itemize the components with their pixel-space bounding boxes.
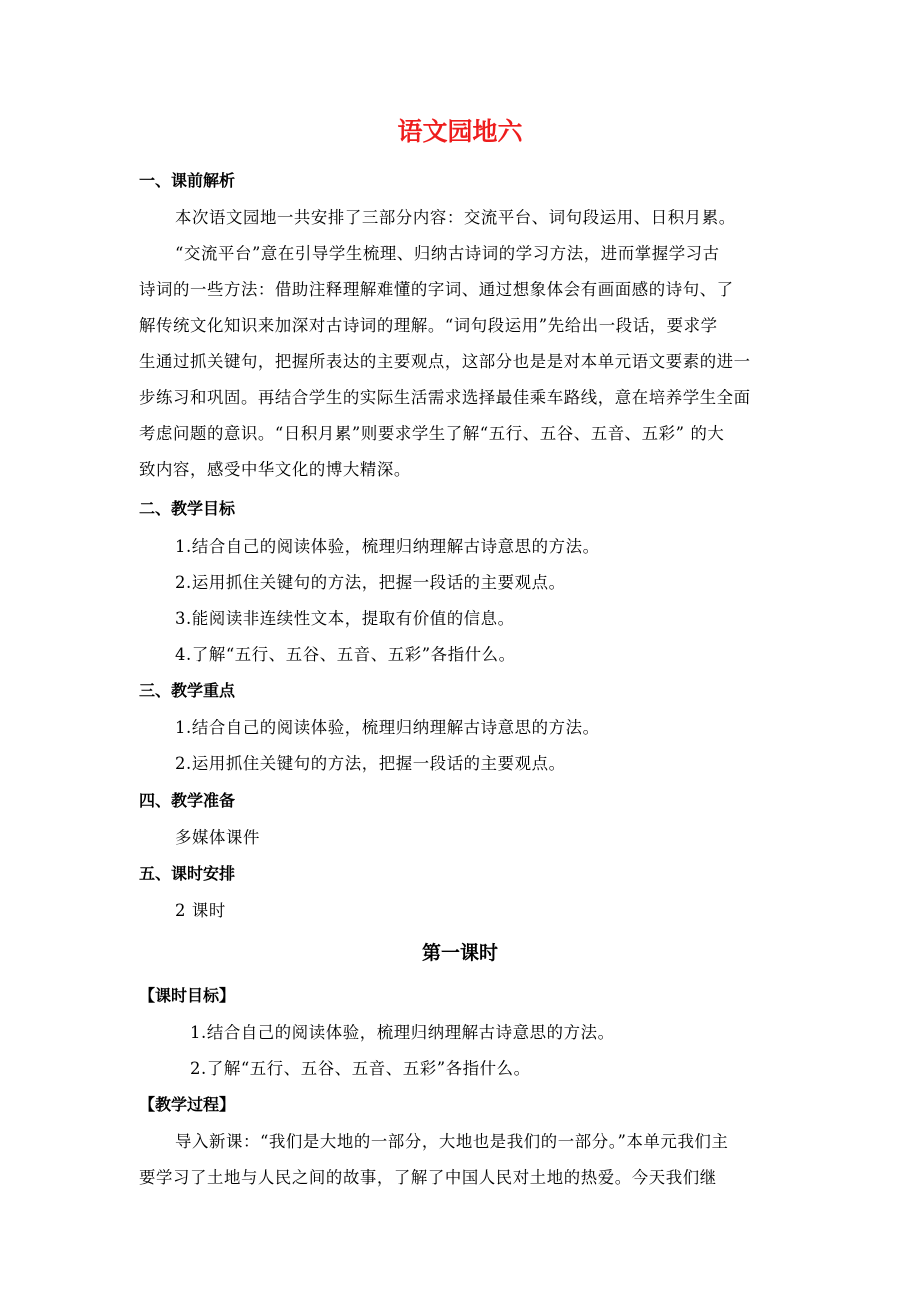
document-title: 语文园地六 <box>397 117 523 146</box>
paragraph-line: 本次语文园地一共安排了三部分内容：交流平台、词句段运用、日积月累。 <box>175 208 736 227</box>
paragraph-line: “交流平台”意在引导学生梳理、归纳古诗词的学习方法，进而掌握学习古 <box>175 244 720 263</box>
section-heading-goals: 二、教学目标 <box>139 499 236 518</box>
list-item: 1.结合自己的阅读体验，梳理归纳理解古诗意思的方法。 <box>190 1023 615 1042</box>
paragraph-line: 2 课时 <box>175 901 226 920</box>
paragraph-line: 考虑问题的意识。“日积月累”则要求学生了解“五行、五谷、五音、五彩” 的大 <box>139 424 725 443</box>
section-heading-schedule: 五、课时安排 <box>139 864 236 883</box>
list-item: 2.运用抓住关键句的方法，把握一段话的主要观点。 <box>175 754 566 773</box>
list-item: 2.了解“五行、五谷、五音、五彩”各指什么。 <box>190 1059 531 1078</box>
lesson-title: 第一课时 <box>421 942 498 964</box>
paragraph-line: 解传统文化知识来加深对古诗词的理解。“词句段运用”先给出一段话，要求学 <box>139 316 718 335</box>
section-heading-preparation: 四、教学准备 <box>139 791 236 810</box>
lesson-goals-heading: 【课时目标】 <box>139 986 236 1005</box>
paragraph-line: 致内容，感受中华文化的博大精深。 <box>139 460 411 479</box>
paragraph-line: 生通过抓关键句，把握所表达的主要观点，这部分也是是对本单元语文要素的进一 <box>139 352 751 371</box>
paragraph-line: 诗词的一些方法：借助注释理解难懂的字词、通过想象体会有画面感的诗句、了 <box>139 280 734 299</box>
paragraph-line: 多媒体课件 <box>175 828 260 847</box>
list-item: 1.结合自己的阅读体验，梳理归纳理解古诗意思的方法。 <box>175 718 600 737</box>
list-item: 4.了解“五行、五谷、五音、五彩”各指什么。 <box>175 645 516 664</box>
section-heading-key-points: 三、教学重点 <box>139 681 236 700</box>
list-item: 2.运用抓住关键句的方法，把握一段话的主要观点。 <box>175 573 566 592</box>
paragraph-line: 要学习了土地与人民之间的故事，了解了中国人民对土地的热爱。今天我们继 <box>139 1168 717 1187</box>
list-item: 3.能阅读非连续性文本，提取有价值的信息。 <box>175 609 515 628</box>
lesson-process-heading: 【教学过程】 <box>139 1095 236 1114</box>
list-item: 1.结合自己的阅读体验，梳理归纳理解古诗意思的方法。 <box>175 537 600 556</box>
section-heading-analysis: 一、课前解析 <box>139 171 236 190</box>
paragraph-line: 导入新课：“我们是大地的一部分，大地也是我们的一部分。”本单元我们主 <box>175 1132 729 1151</box>
paragraph-line: 步练习和巩固。再结合学生的实际生活需求选择最佳乘车路线，意在培养学生全面 <box>139 388 751 407</box>
